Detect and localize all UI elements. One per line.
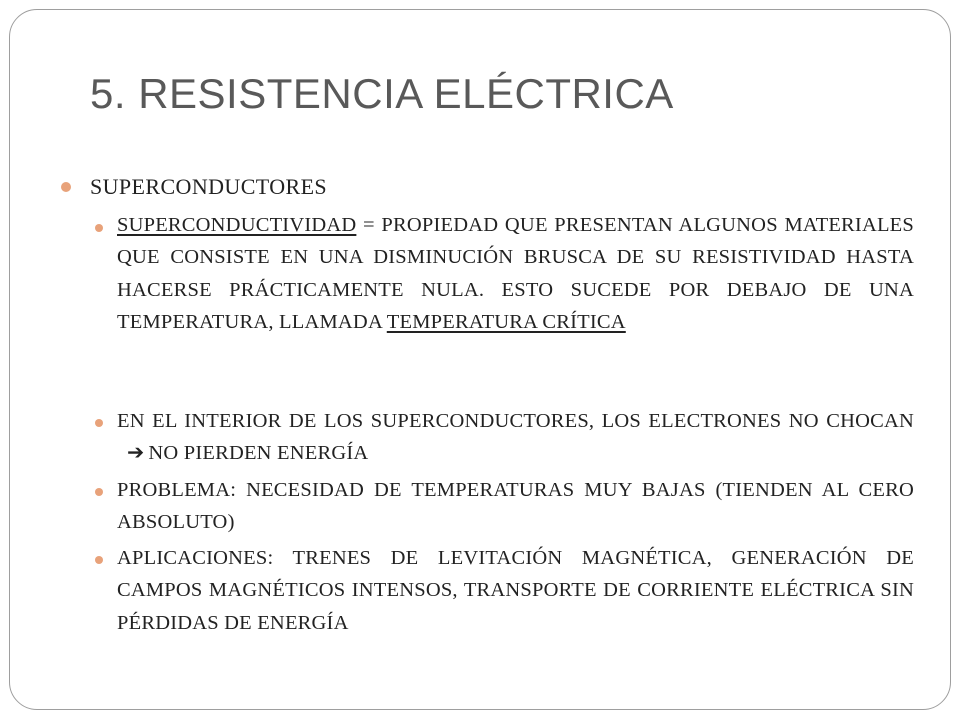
list-item <box>117 542 914 639</box>
term-superconductividad: SUPERCONDUCTIVIDAD <box>117 214 357 236</box>
section-heading: SUPERCONDUCTORES <box>90 174 328 199</box>
item-text: EN EL INTERIOR DE LOS SUPERCONDUCTORES, LOS ELECTRONES NO CHOCAN <box>117 410 914 432</box>
bullet-dot <box>95 419 103 427</box>
slide-title: 5. RESISTENCIA ELÉCTRICA <box>90 70 674 117</box>
list-item <box>117 209 914 338</box>
item-text: APLICACIONES: TRENES DE LEVITACIÓN MAGNÉTICA, GENERACIÓN DE CAMPOS MAGNÉTICOS INTENSOS, TRANSPORTE DE CORRIENTE ELÉCTRICA SIN PÉRDIDAS DE ENERGÍA <box>117 547 914 634</box>
bullet-dot <box>95 488 103 496</box>
arrow-right-icon: ➔ <box>127 442 145 465</box>
list-item <box>117 405 914 470</box>
bullet-dot <box>61 182 71 192</box>
bullet-dot <box>95 556 103 564</box>
item-text: NO PIERDEN ENERGÍA <box>148 442 369 465</box>
term-temperatura-critica: TEMPERATURA CRÍTICA <box>386 310 626 333</box>
definition-text: = PROPIEDAD QUE PRESENTAN ALGUNOS MATERIALES QUE CONSISTE EN UNA DISMINUCIÓN BRUSCA DE SU RESISTIVIDAD HASTA HACERSE PRÁCTICAMENTE NULA. ESTO SUCEDE POR DEBAJO DE UNA TEMPERATURA, LLAMADA <box>117 214 914 333</box>
bullet-dot <box>95 224 103 232</box>
item-text: PROBLEMA: NECESIDAD DE TEMPERATURAS MUY BAJAS (TIENDEN AL CERO ABSOLUTO) <box>117 479 914 534</box>
list-item <box>117 474 914 539</box>
